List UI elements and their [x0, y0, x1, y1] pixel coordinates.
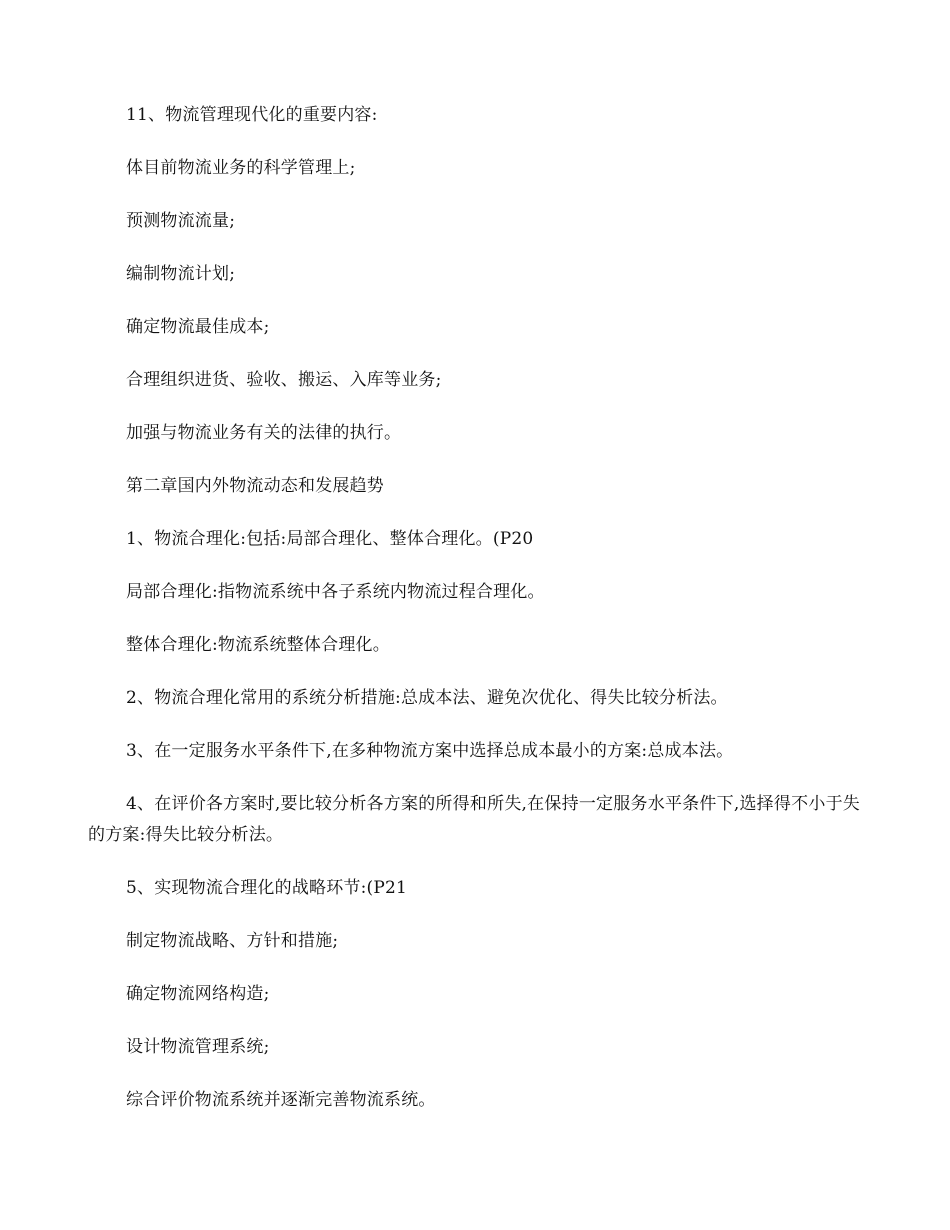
paragraph-total-cost-method: 3、在一定服务水平条件下,在多种物流方案中选择总成本最小的方案:总成本法。 [126, 741, 734, 761]
paragraph-organize-operations: 合理组织进货、验收、搬运、入库等业务; [126, 370, 442, 390]
paragraph-network: 确定物流网络构造; [126, 984, 270, 1004]
paragraph-strategic-links: 5、实现物流合理化的战略环节:(P21 [126, 878, 408, 898]
paragraph-evaluation: 综合评价物流系统并逐渐完善物流系统。 [126, 1090, 436, 1110]
paragraph-overall-rationalization: 整体合理化:物流系统整体合理化。 [126, 635, 390, 655]
paragraph-law-enforcement: 加强与物流业务有关的法律的执行。 [126, 423, 402, 443]
paragraph-rationalization: 1、物流合理化:包括:局部合理化、整体合理化。(P20 [126, 529, 534, 549]
paragraph-local-rationalization: 局部合理化:指物流系统中各子系统内物流过程合理化。 [126, 582, 545, 602]
paragraph-analysis-methods: 2、物流合理化常用的系统分析措施:总成本法、避免次优化、得失比较分析法。 [126, 688, 728, 708]
paragraph-strategy: 制定物流战略、方针和措施; [126, 931, 339, 951]
paragraph-management-system: 设计物流管理系统; [126, 1037, 270, 1057]
paragraph-plan: 编制物流计划; [126, 264, 236, 284]
paragraph-scientific-management: 体目前物流业务的科学管理上; [126, 158, 356, 178]
paragraph-modernization-heading: 11、物流管理现代化的重要内容: [126, 105, 378, 125]
document-body [88, 100, 860, 1138]
paragraph-forecast-flow: 预测物流流量; [126, 211, 236, 231]
paragraph-gain-loss-method: 4、在评价各方案时,要比较分析各方案的所得和所失,在保持一定服务水平条件下,选择得不小于失的方案:得失比较分析法。 [88, 794, 860, 845]
chapter-two-title: 第二章国内外物流动态和发展趋势 [126, 476, 384, 496]
paragraph-optimal-cost: 确定物流最佳成本; [126, 317, 270, 337]
